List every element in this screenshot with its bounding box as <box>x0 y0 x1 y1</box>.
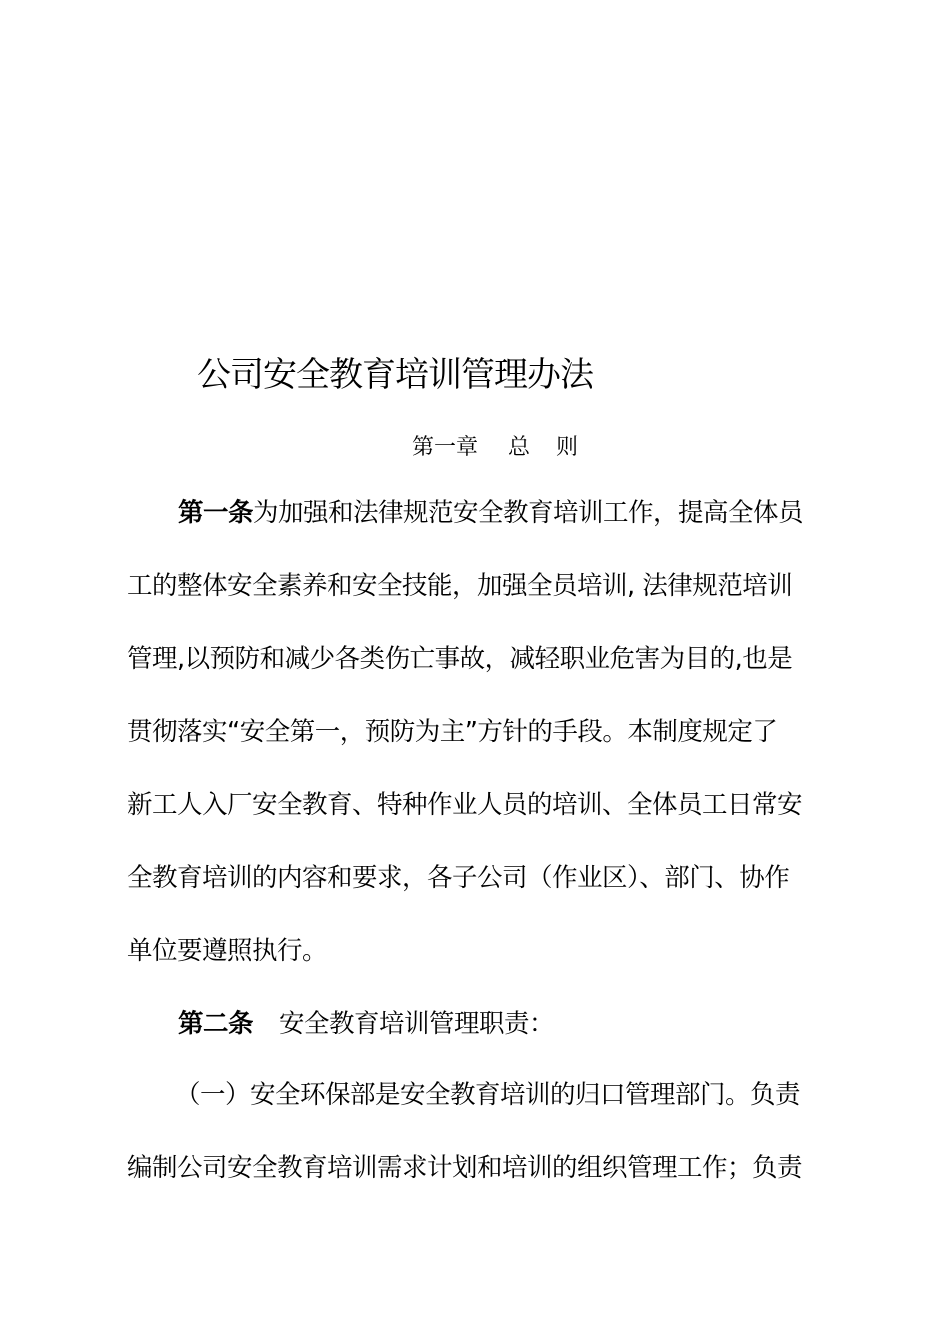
article-2-text: 安全教育培训管理职责： <box>279 1009 555 1039</box>
article-1-line-7: 单位要遵照执行。 <box>127 936 328 966</box>
document-title: 公司安全教育培训管理办法 <box>197 355 593 395</box>
article-1-label: 第一条 <box>178 498 254 528</box>
chapter-name-part1: 总 <box>508 435 531 460</box>
chapter-number: 第一章 <box>412 435 479 460</box>
article-2-label: 第二条 <box>178 1009 254 1039</box>
article-1-line-4: 贯彻落实“安全第一，预防为主”方针的手段。本制度规定了 <box>127 717 778 747</box>
article-2-line <box>178 1006 554 1042</box>
clause-1-line-1: （一）安全环保部是安全教育培训的归口管理部门。负责 <box>175 1080 801 1110</box>
article-1-line-5: 新工人入厂安全教育、特种作业人员的培训、全体员工日常安 <box>127 790 803 820</box>
article-1-text-1: 为加强和法律规范安全教育培训工作，提高全体员 <box>253 498 804 528</box>
article-1-line-2: 工的整体安全素养和安全技能，加强全员培训, 法律规范培训 <box>127 571 793 601</box>
article-1-line-6: 全教育培训的内容和要求，各子公司（作业区）、部门、协作 <box>127 863 790 893</box>
clause-1-line-2: 编制公司安全教育培训需求计划和培训的组织管理工作；负责 <box>127 1153 803 1183</box>
article-1-line-3: 管理,以预防和减少各类伤亡事故，减轻职业危害为目的,也是 <box>127 644 793 674</box>
chapter-heading <box>412 432 578 464</box>
chapter-name-part2: 则 <box>556 435 579 460</box>
article-1-line-1 <box>178 495 803 531</box>
